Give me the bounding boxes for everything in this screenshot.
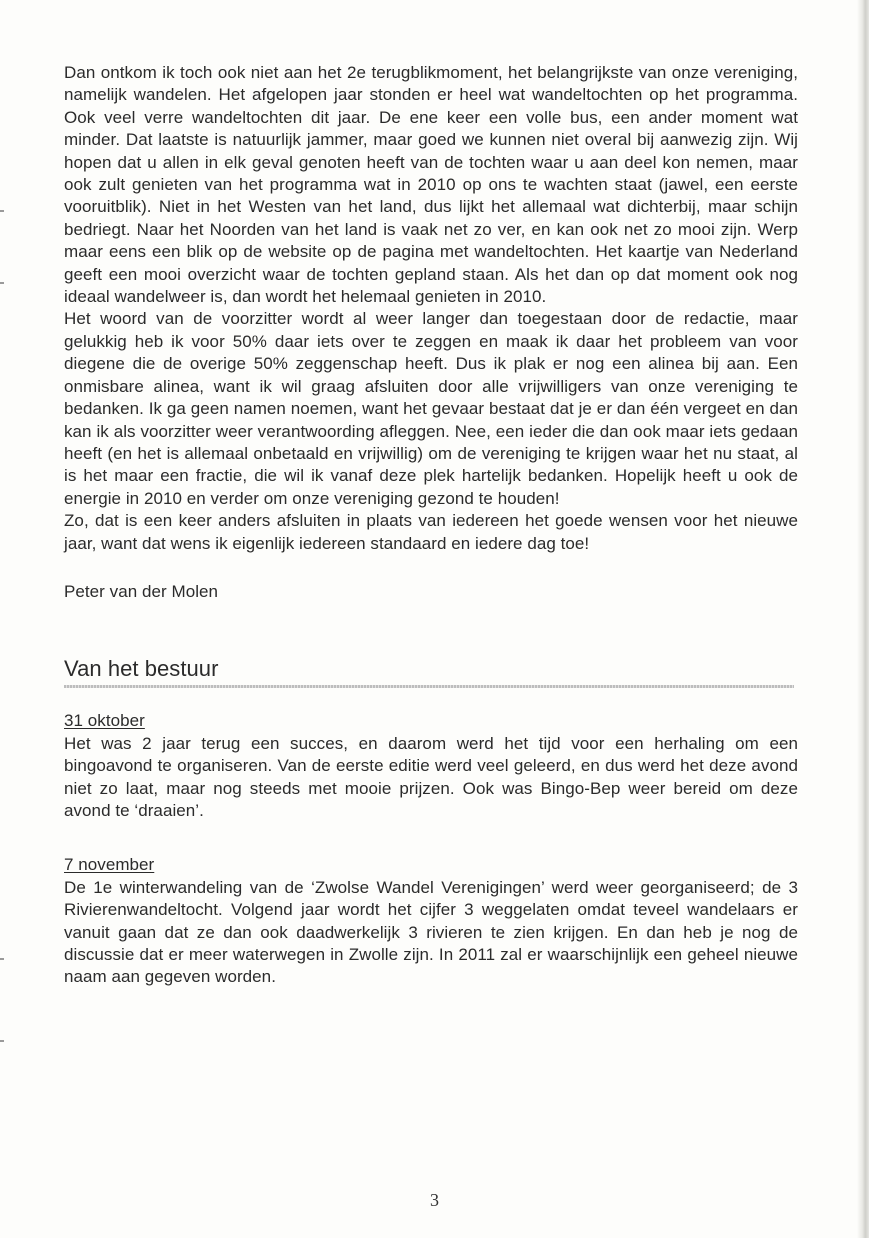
entry-text: Het was 2 jaar terug een succes, en daarom werd het tijd voor een herhaling om een bingoavond te organiseren. Van de eerste editie werd veel geleerd, en dus werd het deze avond niet zo laat, maar nog steeds met mooie prijzen. Ook was Bingo-Bep weer bereid om deze avond te ‘draaien’. — [64, 733, 798, 820]
signature: Peter van der Molen — [64, 581, 219, 601]
entry-text: De 1e winterwandeling van de ‘Zwolse Wandel Verenigingen’ werd weer georganiseerd; de 3 Rivierenwandeltocht. Volgend jaar wordt het cijfer 3 weggelaten omdat teveel wandelaars er vanuit gaan dat ze dan ook daadwerkelijk 3 rivieren te zien krijgen. En dan heb je nog de discussie dat er meer waterwegen in Zwolle zijn. In 2011 zal er waarschijnlijk een geheel nieuwe naam aan gegeven worden. — [64, 877, 798, 987]
article-paragraph: Zo, dat is een keer anders afsluiten in plaats van iedereen het goede wensen voor het nieuwe jaar, want dat wens ik eigenlijk iedereen standaard en iedere dag toe! — [64, 511, 798, 553]
article-paragraph: Het woord van de voorzitter wordt al weer langer dan toegestaan door de redactie, maar gelukkig heb ik voor 50% daar iets over te zeggen en maak ik daar het probleem van voor diegene die de overige 50% zeggenschap heeft. Dus ik plak er nog een alinea bij aan. Een onmisbare alinea, want ik wil graag afsluiten door alle vrijwilligers van onze vereniging te bedanken. Ik ga geen namen noemen, want het gevaar bestaat dat je er dan één vergeet en dan kan ik als voorzitter weer verantwoording afleggen. Nee, een ieder die dan ook maar iets gedaan heeft (en het is allemaal onbetaald en vrijwillig) om de vereniging te krijgen waar het nu staat, al is het maar een fractie, die wil ik vanaf deze plek hartelijk bedanken. Hopelijk heeft u ook de energie in 2010 en verder om onze vereniging gezond te houden! — [64, 309, 798, 508]
spacer — [64, 822, 798, 844]
binding-mark — [0, 282, 4, 284]
page-edge — [857, 0, 869, 1238]
binding-mark — [0, 210, 4, 212]
section-title: Van het bestuur — [64, 656, 219, 682]
section-divider — [64, 685, 794, 688]
binding-mark — [0, 958, 4, 960]
article-paragraph: Dan ontkom ik toch ook niet aan het 2e terugblikmoment, het belangrijkste van onze vereniging, namelijk wandelen. Het afgelopen jaar stonden er heel wat wandeltochten op het programma. Ook veel verre wandeltochten dit jaar. De ene keer een volle bus, een ander moment wat minder. Dat laatste is natuurlijk jammer, maar goed we kunnen niet overal bij aanwezig zijn. Wij hopen dat u allen in elk geval genoten heeft van de tochten waar u aan deel kon nemen, maar ook zult genieten van het programma wat in 2010 op ons te wachten staat (jawel, een eerste vooruitblik). Niet in het Westen van het land, dus lijkt het allemaal wat dichterbij, maar schijn bedriegt. Naar het Noorden van het land is vaak net zo ver, en kan ook net zo mooi zijn. Werp maar eens een blik op de website op de pagina met wandeltochten. Het kaartje van Nederland geeft een mooi overzicht waar de tochten gepland staan. Als het dan op dat moment ook nog ideaal wandelweer is, dan wordt het helemaal genieten in 2010. — [64, 63, 798, 307]
binding-mark — [0, 1040, 4, 1042]
page-number: 3 — [430, 1190, 439, 1210]
page-content — [64, 62, 798, 989]
entry-date: 31 oktober — [64, 711, 145, 731]
entry-date: 7 november — [64, 855, 155, 875]
